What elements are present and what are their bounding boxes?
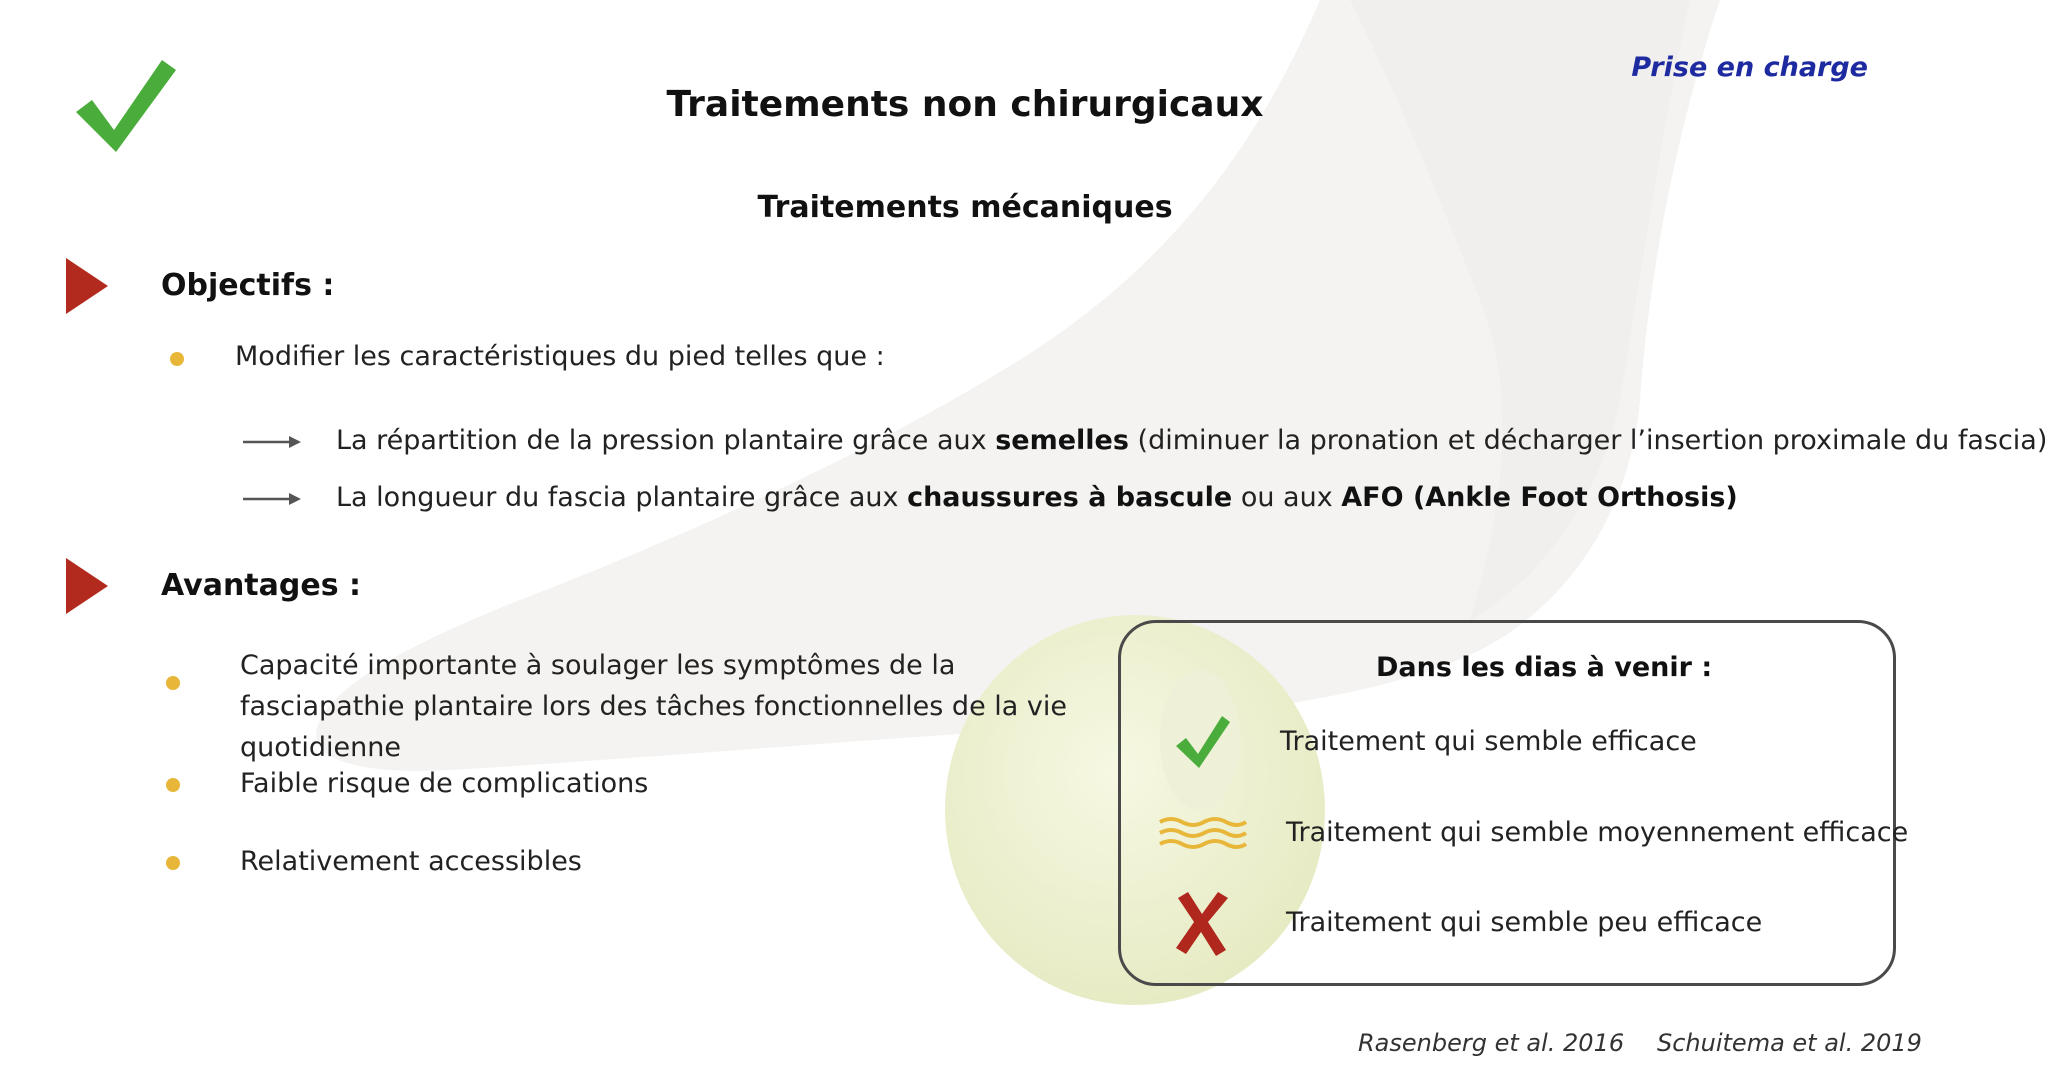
triangle-bullet-icon [66,558,108,614]
objective-item-2-mid: ou aux [1232,482,1342,513]
arrow-right-icon [243,434,303,450]
section-label: Prise en charge [1631,52,1868,83]
green-check-icon [1174,714,1232,770]
reference: Schuitema et al. 2019 [1657,1029,1922,1057]
objective-item-1-text: La répartition de la pression plantaire grâce aux [336,425,996,456]
bullet-dot [166,676,180,690]
page-subtitle: Traitements mécaniques [757,190,1173,225]
yellow-waves-icon [1158,816,1248,850]
arrow-right-icon [243,491,303,507]
objectives-bullet: Modifier les caractéristiques du pied telles que : [235,341,885,372]
objective-item-1-bold: semelles [995,425,1129,456]
legend-item-label: Traitement qui semble peu efficace [1286,907,1763,938]
bullet-dot [166,778,180,792]
objective-item-1 [336,425,2047,456]
advantage-item: Faible risque de complications [240,768,649,799]
objective-item-1-rest: (diminuer la pronation et décharger l’insertion proximale du fascia) [1128,425,2047,456]
red-cross-icon [1174,890,1230,956]
bullet-dot [170,352,184,366]
triangle-bullet-icon [66,258,108,314]
bullet-dot [166,856,180,870]
legend-title: Dans les dias à venir : [1376,652,1713,683]
page-title: Traitements non chirurgicaux [666,84,1264,125]
objective-item-2-bold: chaussures à bascule [907,482,1233,513]
objective-item-2 [336,482,1738,513]
advantage-item: Relativement accessibles [240,846,582,877]
objective-item-2-text: La longueur du fascia plantaire grâce aux [336,482,908,513]
advantage-item: Capacité importante à soulager les symptômes de la fasciapathie plantaire lors des tâches fonctionnelles de la vie quotidienne [240,650,1067,763]
legend-item-label: Traitement qui semble efficace [1280,726,1697,757]
objective-item-2-bold-2: AFO (Ankle Foot Orthosis) [1341,482,1738,513]
reference: Rasenberg et al. 2016 [1358,1029,1625,1057]
objectives-heading: Objectifs : [161,268,335,303]
advantages-heading: Avantages : [161,568,362,603]
legend-item-label: Traitement qui semble moyennement efficace [1286,817,1909,848]
